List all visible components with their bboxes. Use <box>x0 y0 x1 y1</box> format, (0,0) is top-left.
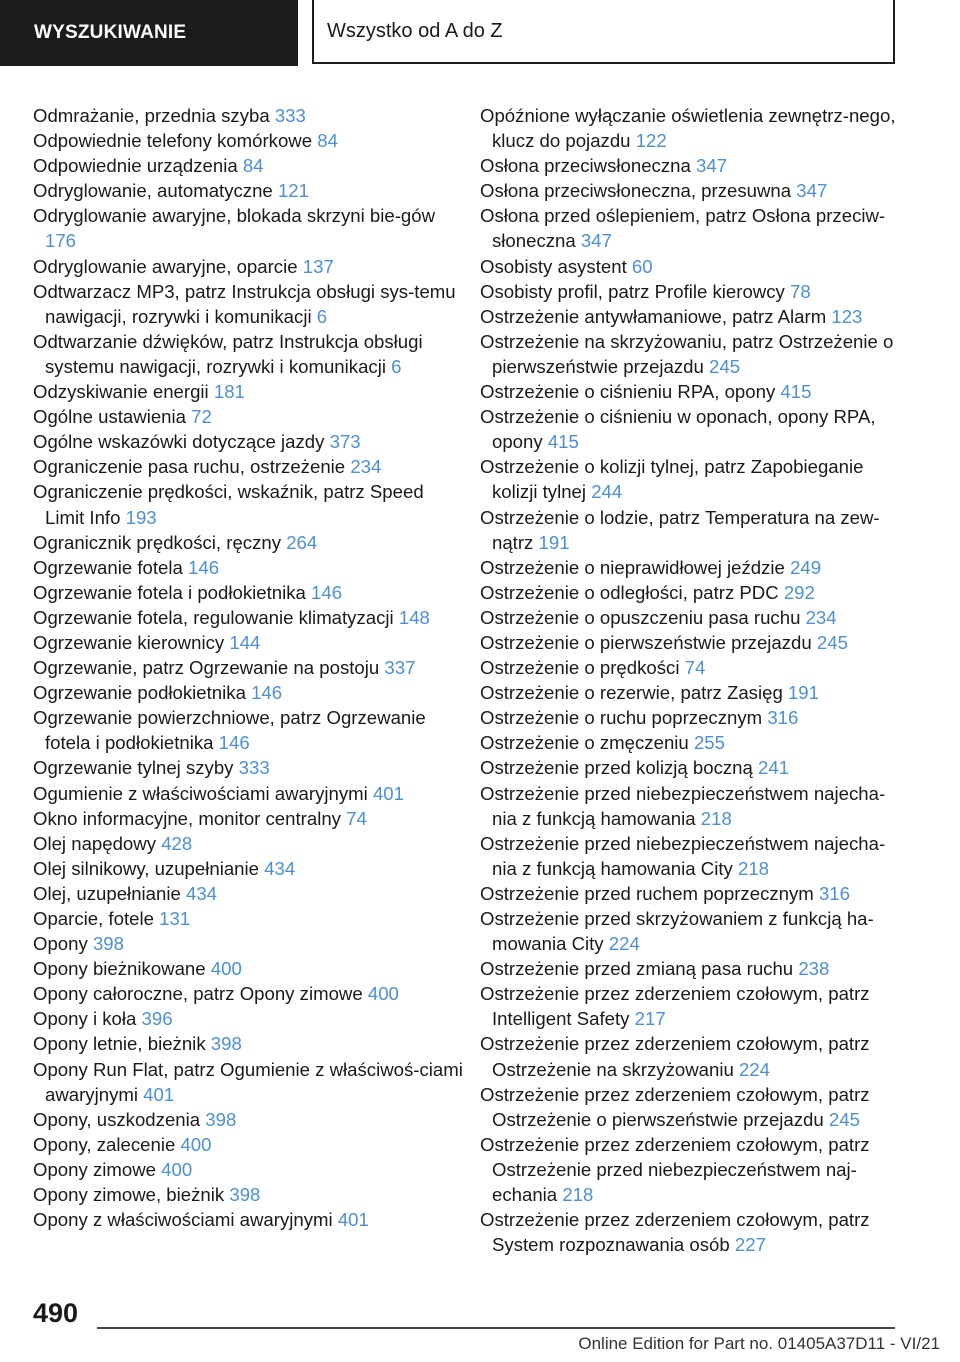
index-entry <box>480 555 905 580</box>
page-reference-link[interactable]: 84 <box>317 130 338 152</box>
index-entry <box>33 806 463 831</box>
index-entry-text: Ogólne ustawienia <box>33 406 186 428</box>
index-entry <box>480 1132 905 1207</box>
index-entry-text: Olej silnikowy, uzupełnianie <box>33 857 259 879</box>
index-entry <box>480 279 905 304</box>
edition-note: Online Edition for Part no. 01405A37D11 - VI/21 <box>578 1334 940 1353</box>
page-reference-link[interactable]: 234 <box>805 606 837 628</box>
index-entry <box>33 404 463 429</box>
index-entry <box>33 479 463 529</box>
page-reference-link[interactable]: 74 <box>684 657 706 679</box>
index-entry <box>33 881 463 906</box>
page-reference-link[interactable]: 400 <box>367 983 399 1005</box>
index-entry <box>480 705 905 730</box>
index-entry-text: Opony z właściwościami awaryjnymi <box>33 1209 333 1231</box>
index-entry-text: Opony zimowe, bieżnik <box>33 1184 225 1206</box>
index-entry-text: Olej napędowy <box>33 832 157 854</box>
page-reference-link[interactable]: 400 <box>210 958 242 980</box>
index-entry-text: Odpowiednie telefony komórkowe <box>33 130 313 152</box>
page-reference-link[interactable]: 292 <box>783 581 815 603</box>
page-reference-link[interactable]: 146 <box>218 732 250 754</box>
index-entry-text: Opony całoroczne, patrz Opony zimowe <box>33 983 363 1005</box>
index-entry <box>33 831 463 856</box>
page-reference-link[interactable]: 191 <box>787 682 819 704</box>
index-entry <box>33 178 463 203</box>
page-reference-link[interactable]: 398 <box>205 1108 237 1130</box>
index-entry <box>480 379 905 404</box>
index-entry <box>480 1031 905 1081</box>
page-reference-link[interactable]: 316 <box>767 707 799 729</box>
index-entry <box>33 856 463 881</box>
index-entry <box>480 680 905 705</box>
index-entry <box>480 630 905 655</box>
index-entry-text: Opony Run Flat, patrz Ogumienie z właściwoś-ciami awaryjnymi <box>33 1058 463 1105</box>
section-title-box <box>312 0 895 64</box>
page-header <box>0 0 960 66</box>
index-entry-text: Ostrzeżenie przez zderzeniem czołowym, patrz Ostrzeżenie na skrzyżowaniu <box>480 1033 870 1080</box>
index-entry-text: Oparcie, fotele <box>33 908 154 929</box>
index-entry-text: Ogólne wskazówki dotyczące jazdy <box>33 431 325 453</box>
index-entry-text: Ogrzewanie powierzchniowe, patrz Ogrzewanie fotela i podłokietnika <box>33 707 426 754</box>
index-entry-text: Ostrzeżenie o ciśnieniu RPA, opony <box>480 381 776 403</box>
index-entry <box>480 454 905 504</box>
page-reference-link[interactable]: 398 <box>229 1184 261 1206</box>
page-reference-link[interactable]: 131 <box>159 908 191 929</box>
index-entry-text: Ostrzeżenie przed zmianą pasa ruchu <box>480 958 794 980</box>
index-entry-text: Ostrzeżenie o prędkości <box>480 657 680 679</box>
page-reference-link[interactable]: 428 <box>161 832 193 854</box>
index-entry-text: Ostrzeżenie o odległości, patrz PDC <box>480 581 779 603</box>
page-reference-link[interactable]: 249 <box>790 556 822 578</box>
page-reference-link[interactable]: 218 <box>737 857 770 879</box>
index-entry-text: Ostrzeżenie przed ruchem poprzecznym <box>480 882 814 904</box>
index-entry-text: Ogrzewanie fotela i podłokietnika <box>33 581 306 603</box>
index-entry-text: Ostrzeżenie o ruchu poprzecznym <box>480 707 763 729</box>
index-entry <box>33 1006 463 1031</box>
index-entry <box>480 1082 905 1132</box>
page-reference-link[interactable]: 6 <box>391 355 402 377</box>
page-reference-link[interactable]: 400 <box>180 1133 212 1155</box>
index-entry-text: Ostrzeżenie o nieprawidłowej jeździe <box>480 556 785 578</box>
page-reference-link[interactable]: 148 <box>398 606 430 628</box>
index-entry <box>33 931 463 956</box>
index-entry-text: Opony bieżnikowane <box>33 958 206 980</box>
index-entry <box>33 153 463 178</box>
page-reference-link[interactable]: 218 <box>700 807 732 829</box>
index-entry <box>33 1207 463 1232</box>
index-entry-text: Ogrzewanie kierownicy <box>33 631 225 653</box>
tab-search-label: WYSZUKIWANIE <box>34 22 187 43</box>
page-reference-link[interactable]: 347 <box>696 155 728 177</box>
index-entry-text: Ogrzewanie tylnej szyby <box>33 757 234 779</box>
index-entry <box>33 906 463 931</box>
index-entry-text: Odtwarzacz MP3, patrz Instrukcja obsługi sys-temu nawigacji, rozrywki i komunikacji <box>33 280 456 327</box>
index-entry <box>33 429 463 454</box>
index-entry-text: Opony i koła <box>33 1008 137 1030</box>
page-reference-link[interactable]: 218 <box>562 1184 594 1206</box>
page-reference-link[interactable]: 193 <box>125 506 157 528</box>
page-reference-link[interactable]: 415 <box>547 431 579 453</box>
page-reference-link[interactable]: 347 <box>796 180 828 202</box>
index-entry <box>33 655 463 680</box>
index-entry-text: Odmrażanie, przednia szyba <box>33 105 270 126</box>
index-entry-text: Ostrzeżenie przed niebezpieczeństwem najecha-nia z funkcją hamowania <box>480 782 886 829</box>
index-entry <box>33 1107 463 1132</box>
index-entry-text: Opony letnie, bieżnik <box>33 1033 206 1055</box>
page-reference-link[interactable]: 333 <box>238 757 270 779</box>
page-number: 490 <box>33 1298 79 1328</box>
page-reference-link[interactable]: 234 <box>350 456 382 478</box>
index-entry-text: Opony, zalecenie <box>33 1133 176 1155</box>
index-entry <box>480 404 905 454</box>
index-entry-text: Ostrzeżenie na skrzyżowaniu, patrz Ostrzeżenie o pierwszeństwie przejazdu <box>480 330 894 377</box>
page-reference-link[interactable]: 72 <box>191 406 212 428</box>
index-entry-text: Osłona przeciwsłoneczna <box>480 155 691 177</box>
index-entry <box>480 254 905 279</box>
page-reference-link[interactable]: 264 <box>286 531 318 553</box>
page-reference-link[interactable]: 347 <box>580 230 612 252</box>
page-reference-link[interactable]: 84 <box>242 155 264 177</box>
index-entry <box>480 103 905 153</box>
page-reference-link[interactable]: 396 <box>141 1008 173 1030</box>
index-entry <box>480 153 905 178</box>
page-reference-link[interactable]: 401 <box>372 782 404 804</box>
index-entry <box>480 1207 905 1257</box>
page-reference-link[interactable]: 401 <box>337 1209 369 1231</box>
index-entry <box>480 655 905 680</box>
index-entry <box>33 203 463 253</box>
page-reference-link[interactable]: 398 <box>210 1033 242 1055</box>
page-reference-link[interactable]: 227 <box>734 1234 766 1256</box>
index-entry-text: Osłona przeciwsłoneczna, przesuwna <box>480 180 792 202</box>
index-entry <box>33 329 463 379</box>
page-reference-link[interactable]: 74 <box>346 807 367 829</box>
index-entry <box>33 555 463 580</box>
index-entry <box>33 1182 463 1207</box>
index-entry-text: Ostrzeżenie przez zderzeniem czołowym, patrz Ostrzeżenie o pierwszeństwie przejazdu <box>480 1083 870 1130</box>
page-reference-link[interactable]: 146 <box>188 556 220 578</box>
section-title: Wszystko od A do Z <box>327 19 503 42</box>
index-entry <box>33 705 463 755</box>
index-entry <box>33 454 463 479</box>
page-reference-link[interactable]: 137 <box>302 255 334 277</box>
page-reference-link[interactable]: 123 <box>831 305 863 327</box>
index-entry <box>480 304 905 329</box>
index-entry <box>33 103 463 128</box>
index-entry <box>480 831 905 881</box>
index-entry <box>33 680 463 705</box>
index-entry <box>480 956 905 981</box>
index-entry <box>480 906 905 956</box>
index-entry-text: Ogrzewanie fotela <box>33 556 183 578</box>
page-reference-link[interactable]: 316 <box>818 882 850 904</box>
page-reference-link[interactable]: 224 <box>739 1058 771 1080</box>
index-entry-text: Ogrzewanie podłokietnika <box>33 682 246 704</box>
index-entry-text: Osobisty asystent <box>480 255 627 277</box>
page-reference-link[interactable]: 245 <box>816 631 848 653</box>
index-entry <box>33 781 463 806</box>
index-entry <box>33 755 463 780</box>
index-entry <box>33 580 463 605</box>
page-reference-link[interactable]: 181 <box>213 381 245 403</box>
page-reference-link[interactable]: 333 <box>274 105 306 126</box>
index-entry <box>33 379 463 404</box>
index-entry-text: Ogumienie z właściwościami awaryjnymi <box>33 782 368 804</box>
index-entry <box>33 279 463 329</box>
page-reference-link[interactable]: 400 <box>161 1158 193 1180</box>
index-column-right <box>480 103 905 1257</box>
index-entry <box>33 981 463 1006</box>
page-reference-link[interactable]: 255 <box>693 732 725 754</box>
index-entry-text: Osobisty profil, patrz Profile kierowcy <box>480 280 785 302</box>
page-reference-link[interactable]: 144 <box>229 631 261 653</box>
index-entry-text: Ostrzeżenie o lodzie, patrz Temperatura na zew-nątrz <box>480 506 880 553</box>
index-entry <box>480 605 905 630</box>
index-entry <box>480 981 905 1031</box>
index-entry-text: Opony <box>33 933 88 955</box>
index-entry-text: Ograniczenie pasa ruchu, ostrzeżenie <box>33 456 346 478</box>
index-entry-text: Opony zimowe <box>33 1158 156 1180</box>
index-entry-text: Okno informacyjne, monitor centralny <box>33 807 341 829</box>
index-entry-text: Ostrzeżenie przez zderzeniem czołowym, patrz Ostrzeżenie przed niebezpieczeństwem naj-echania <box>480 1133 870 1206</box>
index-column-left <box>33 103 463 1232</box>
index-entry-text: Opóźnione wyłączanie oświetlenia zewnętrz-nego, klucz do pojazdu <box>480 105 896 152</box>
index-entry-text: Olej, uzupełnianie <box>33 882 181 904</box>
index-entry <box>480 730 905 755</box>
footer-divider <box>97 1327 895 1329</box>
page-reference-link[interactable]: 60 <box>631 255 653 277</box>
index-entry <box>33 605 463 630</box>
page-reference-link[interactable]: 146 <box>251 682 283 704</box>
index-entry-text: Ostrzeżenie przez zderzeniem czołowym, patrz System rozpoznawania osób <box>480 1209 870 1256</box>
index-entry <box>33 1157 463 1182</box>
page-reference-link[interactable]: 121 <box>277 180 309 202</box>
index-entry <box>480 781 905 831</box>
index-entry-text: Ogranicznik prędkości, ręczny <box>33 531 282 553</box>
page-reference-link[interactable]: 434 <box>264 857 296 879</box>
page-reference-link[interactable]: 241 <box>758 757 790 779</box>
page-reference-link[interactable]: 146 <box>311 581 343 603</box>
index-entry-text: Ostrzeżenie przed kolizją boczną <box>480 757 753 779</box>
page-reference-link[interactable]: 398 <box>92 933 124 955</box>
index-entry-text: Ostrzeżenie przed skrzyżowaniem z funkcją ha-mowania City <box>480 908 874 955</box>
page-reference-link[interactable]: 217 <box>634 1008 666 1030</box>
index-entry-text: Ostrzeżenie o zmęczeniu <box>480 732 689 754</box>
index-entry-text: Ostrzeżenie o rezerwie, patrz Zasięg <box>480 682 783 704</box>
index-entry-text: Ostrzeżenie antywłamaniowe, patrz Alarm <box>480 305 827 327</box>
index-entry-text: Odzyskiwanie energii <box>33 381 209 403</box>
page-reference-link[interactable]: 224 <box>608 933 640 955</box>
page-reference-link[interactable]: 373 <box>329 431 361 453</box>
index-entry <box>480 580 905 605</box>
index-entry <box>33 1031 463 1056</box>
page-reference-link[interactable]: 238 <box>798 958 830 980</box>
page-reference-link[interactable]: 191 <box>538 531 570 553</box>
tab-search[interactable] <box>0 0 298 66</box>
index-entry <box>33 1057 463 1107</box>
page-reference-link[interactable]: 401 <box>143 1083 175 1105</box>
index-entry <box>33 630 463 655</box>
page-reference-link[interactable]: 78 <box>790 280 811 302</box>
page-reference-link[interactable]: 6 <box>316 305 328 327</box>
index-entry <box>480 881 905 906</box>
index-entry-text: Odryglowanie awaryjne, oparcie <box>33 255 298 277</box>
index-entry-text: Ostrzeżenie o ciśnieniu w oponach, opony RPA, opony <box>480 406 876 453</box>
index-entry-text: Odpowiednie urządzenia <box>33 155 238 177</box>
page-reference-link[interactable]: 176 <box>45 230 77 252</box>
index-entry <box>480 178 905 203</box>
index-entry-text: Ogrzewanie, patrz Ogrzewanie na postoju <box>33 657 380 679</box>
page-reference-link[interactable]: 245 <box>709 355 741 377</box>
index-entry-text: Opony, uszkodzenia <box>33 1108 201 1130</box>
index-entry <box>480 203 905 253</box>
index-entry-text: Ostrzeżenie przez zderzeniem czołowym, patrz Intelligent Safety <box>480 983 870 1030</box>
page-reference-link[interactable]: 245 <box>828 1108 860 1130</box>
index-entry <box>33 956 463 981</box>
index-entry <box>33 530 463 555</box>
index-entry-text: Odryglowanie awaryjne, blokada skrzyni bie-gów <box>33 205 436 227</box>
index-entry-text: Ogrzewanie fotela, regulowanie klimatyzacji <box>33 606 394 628</box>
index-entry <box>33 254 463 279</box>
index-entry-text: Ograniczenie prędkości, wskaźnik, patrz Speed Limit Info <box>33 481 424 528</box>
index-entry-text: Odtwarzanie dźwięków, patrz Instrukcja obsługi systemu nawigacji, rozrywki i komunikacji <box>33 330 423 377</box>
index-entry-text: Ostrzeżenie o opuszczeniu pasa ruchu <box>480 606 801 628</box>
index-entry-text: Odryglowanie, automatyczne <box>33 180 273 202</box>
index-entry <box>33 128 463 153</box>
index-entry-text: Ostrzeżenie przed niebezpieczeństwem najecha-nia z funkcją hamowania City <box>480 832 886 879</box>
page-reference-link[interactable]: 415 <box>780 381 812 403</box>
index-entry <box>480 505 905 555</box>
index-entry <box>480 329 905 379</box>
index-entry <box>480 755 905 780</box>
index-entry-text: Osłona przed oślepieniem, patrz Osłona przeciw-słoneczna <box>480 205 886 252</box>
page-reference-link[interactable]: 337 <box>384 657 416 679</box>
page-reference-link[interactable]: 122 <box>635 130 667 152</box>
index-entry-text: Ostrzeżenie o kolizji tylnej, patrz Zapobieganie kolizji tylnej <box>480 456 864 503</box>
page-reference-link[interactable]: 434 <box>186 882 218 904</box>
index-entry <box>33 1132 463 1157</box>
page-reference-link[interactable]: 244 <box>591 481 623 503</box>
index-entry-text: Ostrzeżenie o pierwszeństwie przejazdu <box>480 631 812 653</box>
